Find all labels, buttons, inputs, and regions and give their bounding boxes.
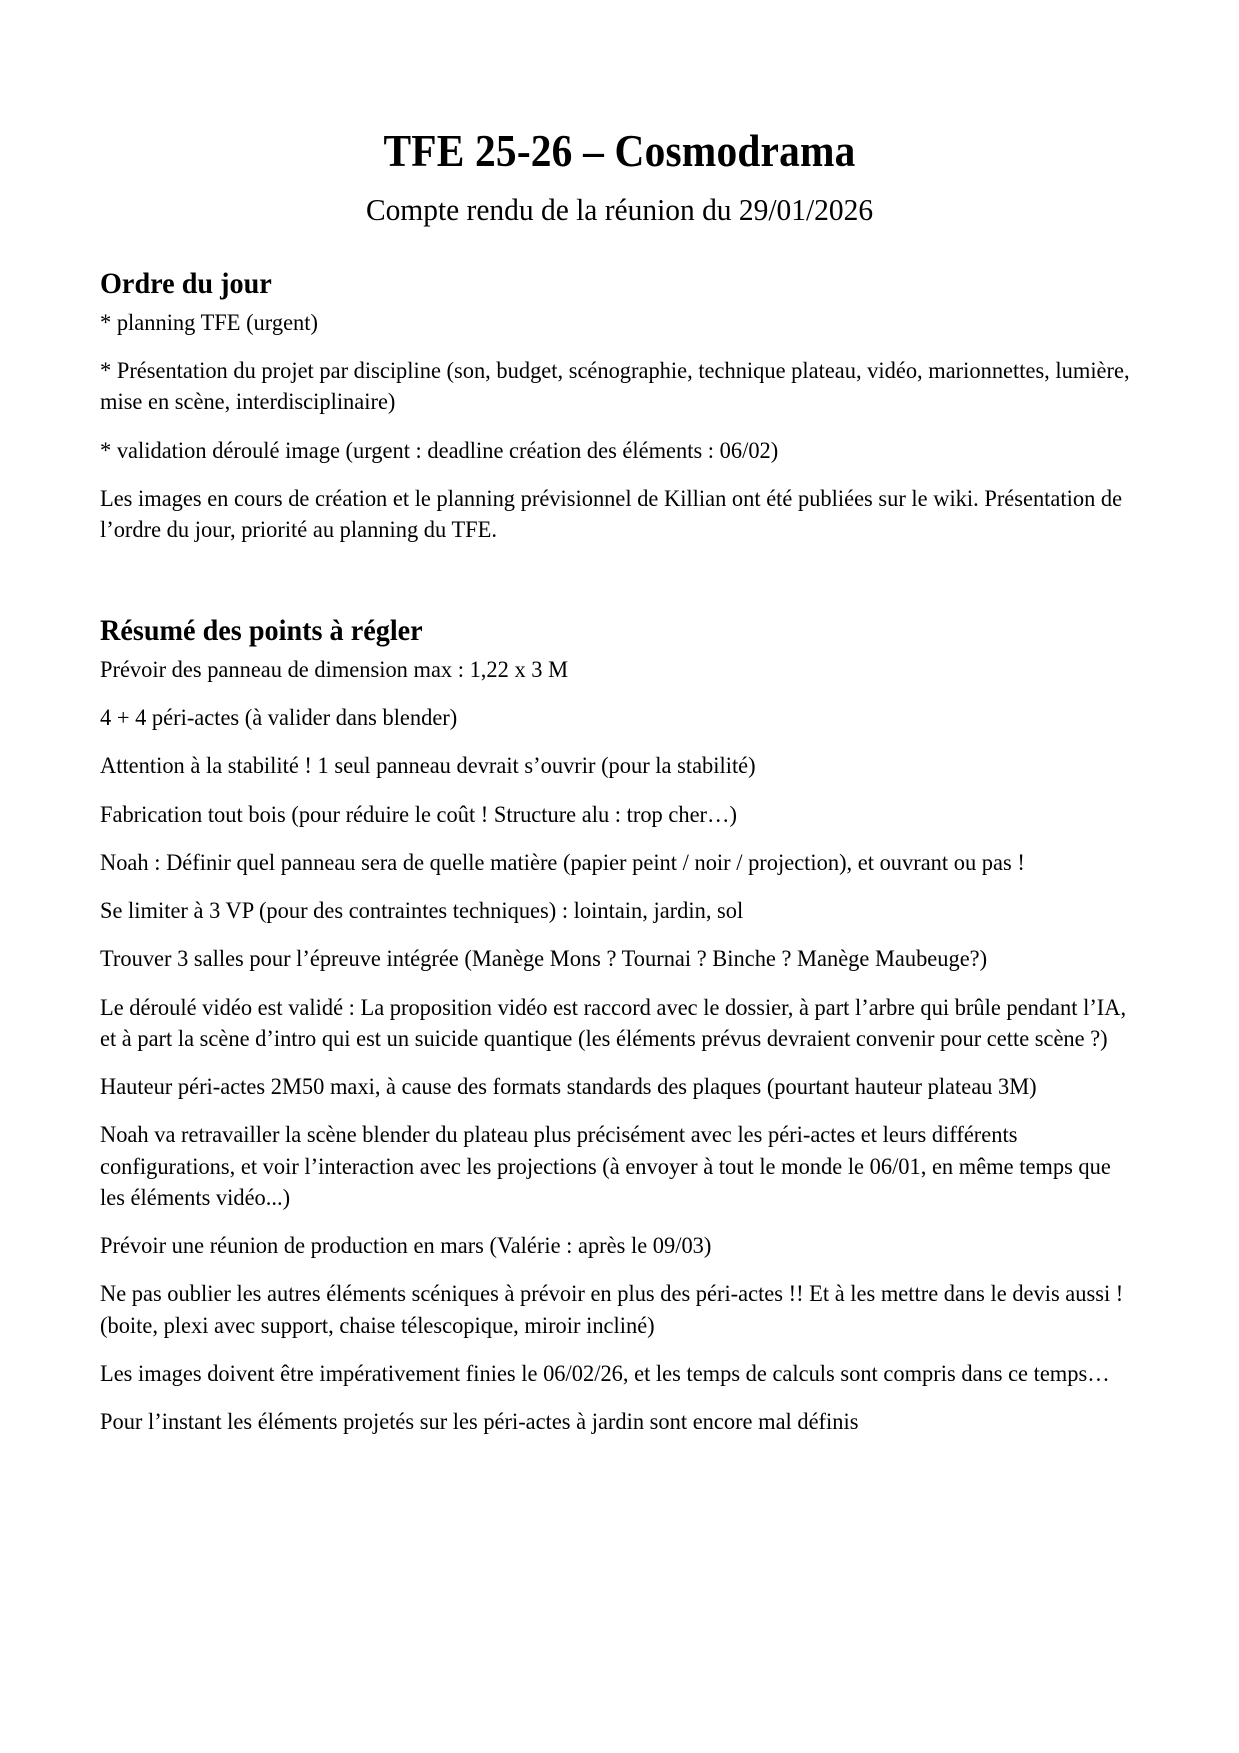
section-heading-agenda: Ordre du jour (100, 267, 272, 301)
agenda-list (100, 308, 1139, 484)
list-item: Noah va retravailler la scène blender du plateau plus précisément avec les péri-actes et leurs différents configurations, et voir l’interaction avec les projections (à envoyer à tout le monde le 06/01, en même temps que les éléments vidéo...) (100, 1122, 1111, 1211)
list-item: * validation déroulé image (urgent : deadline création des éléments : 06/02) (100, 437, 779, 464)
list-item: Noah : Définir quel panneau sera de quelle matière (papier peint / noir / projection), et ouvrant ou pas ! (100, 849, 1025, 876)
list-item: Pour l’instant les éléments projetés sur les péri-actes à jardin sont encore mal définis (100, 1409, 859, 1436)
document-body (100, 0, 1139, 1455)
list-item: * Présentation du projet par discipline (son, budget, scénographie, technique plateau, vidéo, marionnettes, lumière, mise en scène, interdisciplinaire) (100, 358, 1130, 416)
list-item: Les images doivent être impérativement finies le 06/02/26, et les temps de calculs sont compris dans ce temps… (100, 1360, 1110, 1387)
list-item: Se limiter à 3 VP (pour des contraintes techniques) : lointain, jardin, sol (100, 898, 744, 925)
list-item: Fabrication tout bois (pour réduire le coût ! Structure alu : trop cher…) (100, 801, 737, 828)
list-item: Hauteur péri-actes 2M50 maxi, à cause des formats standards des plaques (pourtant hauteur plateau 3M) (100, 1074, 1037, 1101)
list-item: Attention à la stabilité ! 1 seul panneau devrait s’ouvrir (pour la stabilité) (100, 753, 756, 780)
page-subtitle: Compte rendu de la réunion du 29/01/2026 (365, 192, 874, 228)
page-title: TFE 25-26 – Cosmodrama (383, 126, 856, 176)
list-item: Prévoir une réunion de production en mars (Valérie : après le 09/03) (100, 1233, 712, 1260)
list-item: * planning TFE (urgent) (100, 309, 318, 336)
list-item: Le déroulé vidéo est validé : La proposition vidéo est raccord avec le dossier, à part l’arbre qui brûle pendant l’IA, et à part la scène d’intro qui est un suicide quantique (les éléments prévus devraient convenir pour cette scène ?) (100, 994, 1127, 1052)
section-heading-summary: Résumé des points à régler (100, 614, 423, 648)
list-item: Prévoir des panneau de dimension max : 1,22 x 3 M (100, 656, 569, 683)
list-item: Ne pas oublier les autres éléments scéniques à prévoir en plus des péri-actes !! Et à les mettre dans le devis aussi ! (boite, plexi avec support, chaise télescopique, miroir incliné) (100, 1281, 1124, 1339)
list-item: Trouver 3 salles pour l’épreuve intégrée (Manège Mons ? Tournai ? Binche ? Manège Maubeuge?) (100, 946, 988, 973)
list-item: 4 + 4 péri-actes (à valider dans blender) (100, 705, 458, 732)
points-list (100, 655, 1139, 1456)
agenda-note-paragraph: Les images en cours de création et le planning prévisionnel de Killian ont été publiées sur le wiki. Présentation de l’ordre du jour, priorité au planning du TFE. (100, 485, 1123, 544)
